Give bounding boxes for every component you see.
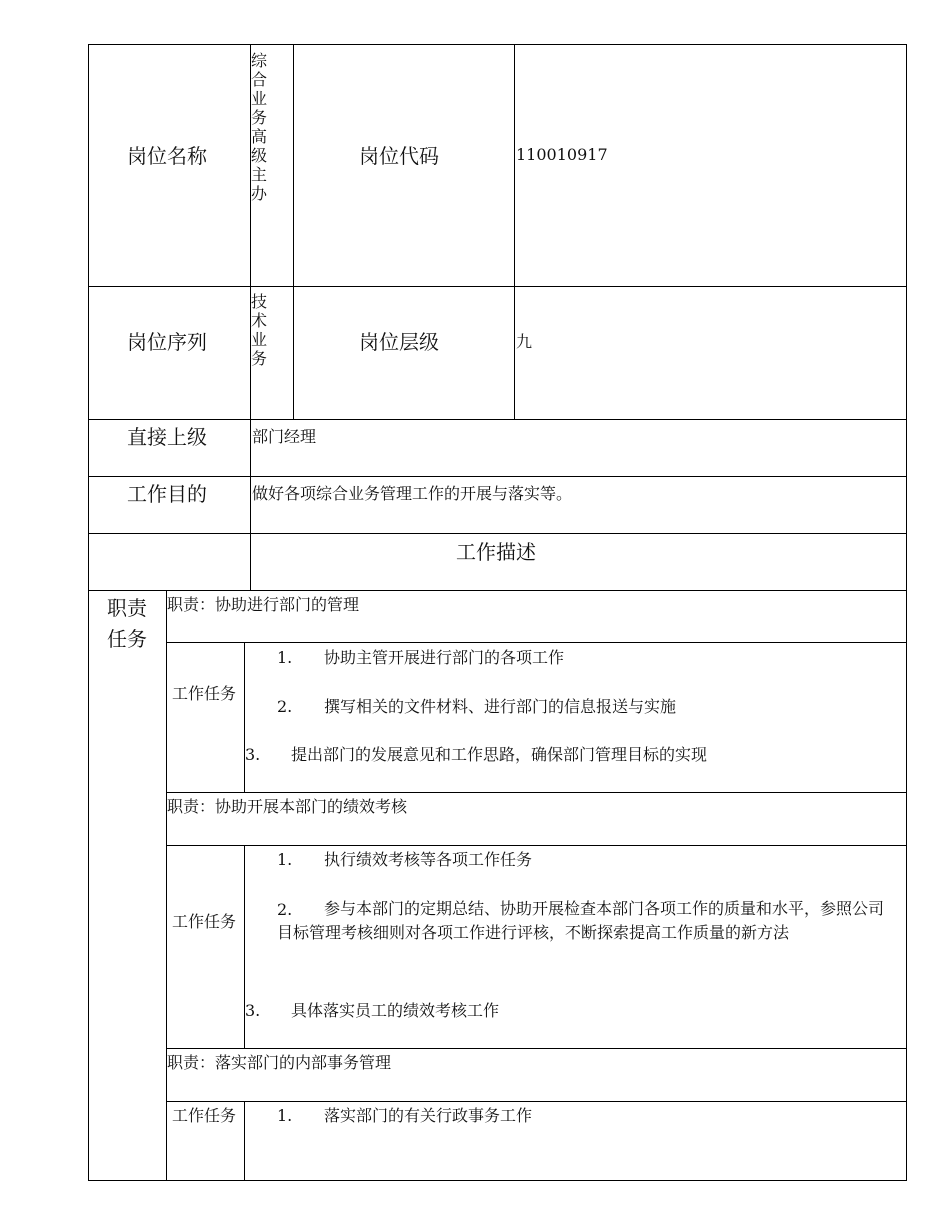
post-level-label: 岗位层级 [359,330,439,354]
task-label: 工作任务 [172,684,237,703]
post-series-value: 技术业务 [251,292,268,368]
task-text: 参与本部门的定期总结、协助开展检查本部门各项工作的质量和水平，参照公司目标管理考核细则对各项工作进行评核，不断探索提高工作质量的新方法 [277,899,885,942]
col-line [514,44,515,420]
border-bottom [88,1180,907,1181]
row-line [88,419,907,420]
border-top [88,44,907,45]
post-level-value: 九 [516,332,533,351]
post-code-label: 岗位代码 [359,144,439,168]
row-line [166,1048,907,1049]
task-text: 撰写相关的文件材料、进行部门的信息报送与实施 [324,697,677,716]
border-right [906,44,907,1181]
task-number: 1. [277,1106,293,1125]
description-title: 工作描述 [456,540,536,564]
task-number: 3. [245,745,261,764]
col-line [293,44,294,420]
row-line [166,845,907,846]
task-text: 执行绩效考核等各项工作任务 [324,850,533,869]
col-line [244,1101,245,1181]
task-text: 提出部门的发展意见和工作思路，确保部门管理目标的实现 [291,745,708,764]
post-code-value: 110010917 [516,145,608,164]
task-text: 落实部门的有关行政事务工作 [324,1106,533,1125]
superior-value: 部门经理 [252,427,317,446]
col-line [244,642,245,793]
post-name-label: 岗位名称 [127,144,207,168]
purpose-value: 做好各项综合业务管理工作的开展与落实等。 [252,484,573,503]
post-name-value: 综合业务高级主办 [251,51,268,203]
responsibility-label-line1: 职责 [107,596,147,620]
responsibility-title: 职责：协助进行部门的管理 [167,595,360,614]
row-line [88,476,907,477]
task-number: 2. [277,900,293,919]
task-text: 具体落实员工的绩效考核工作 [291,1001,500,1020]
superior-label: 直接上级 [127,425,207,449]
task-number: 1. [277,648,293,667]
row-line [166,1101,907,1102]
task-number: 1. [277,850,293,869]
post-series-label: 岗位序列 [127,330,207,354]
row-line [166,642,907,643]
col-line [166,590,167,1181]
row-line [88,590,907,591]
responsibility-title: 职责：落实部门的内部事务管理 [167,1053,392,1072]
responsibility-label-line2: 任务 [107,627,147,651]
task-label: 工作任务 [172,912,237,931]
responsibility-title: 职责：协助开展本部门的绩效考核 [167,797,408,816]
task-number: 3. [245,1001,261,1020]
task-label: 工作任务 [172,1106,237,1125]
purpose-label: 工作目的 [127,482,207,506]
task-number: 2. [277,697,293,716]
task-text: 协助主管开展进行部门的各项工作 [324,648,565,667]
row-line [88,286,907,287]
row-line [166,792,907,793]
border-left [88,44,89,1181]
row-line [88,533,907,534]
